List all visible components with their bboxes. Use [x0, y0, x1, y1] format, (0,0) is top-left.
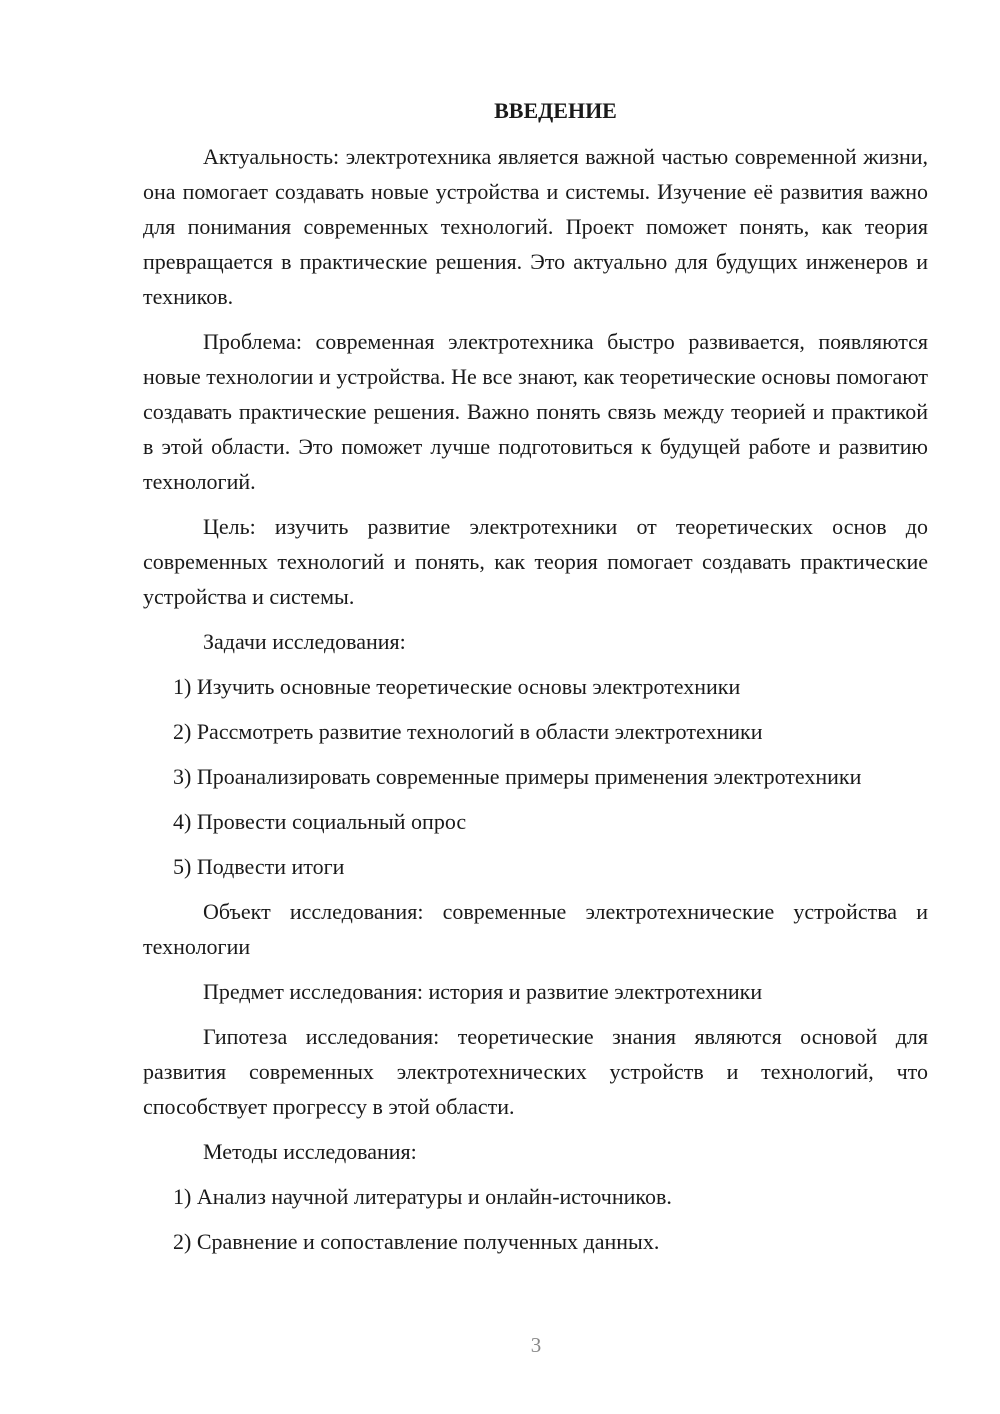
methods-heading: Методы исследования:: [203, 1139, 417, 1164]
task-item: 5) Подвести итоги: [173, 854, 345, 879]
object-paragraph: Объект исследования: современные электротехнические устройства и технологии: [143, 899, 928, 959]
tasks-heading: Задачи исследования:: [203, 629, 406, 654]
task-item: 3) Проанализировать современные примеры применения электротехники: [173, 764, 862, 789]
method-item: 1) Анализ научной литературы и онлайн-источников.: [173, 1184, 672, 1209]
page-number: 3: [530, 1333, 542, 1357]
relevance-paragraph: Актуальность: электротехника является важной частью современной жизни, она помогает создавать новые устройства и системы. Изучение её развития важно для понимания современных технологий. Проект поможет понять, как теория превращается в практические решения. Это актуально для будущих инженеров и техников.: [143, 144, 928, 309]
subject-paragraph: Предмет исследования: история и развитие электротехники: [203, 979, 763, 1004]
section-title: ВВЕДЕНИЕ: [494, 98, 617, 123]
task-item: 1) Изучить основные теоретические основы электротехники: [173, 674, 741, 699]
task-item: 4) Провести социальный опрос: [173, 809, 467, 834]
task-item: 2) Рассмотреть развитие технологий в области электротехники: [173, 719, 763, 744]
method-item: 2) Сравнение и сопоставление полученных данных.: [173, 1229, 660, 1254]
problem-paragraph: Проблема: современная электротехника быстро развивается, появляются новые технологии и устройства. Не все знают, как теоретические основы помогают создавать практические решения. Важно понять связь между теорией и практикой в этой области. Это поможет лучше подготовиться к будущей работе и развитию технологий.: [143, 329, 928, 494]
goal-paragraph: Цель: изучить развитие электротехники от теоретических основ до современных технологий и понять, как теория помогает создавать практические устройства и системы.: [143, 514, 928, 609]
page-content: [143, 96, 928, 1259]
hypothesis-paragraph: Гипотеза исследования: теоретические знания являются основой для развития современных электротехнических устройств и технологий, что способствует прогрессу в этой области.: [143, 1024, 928, 1119]
